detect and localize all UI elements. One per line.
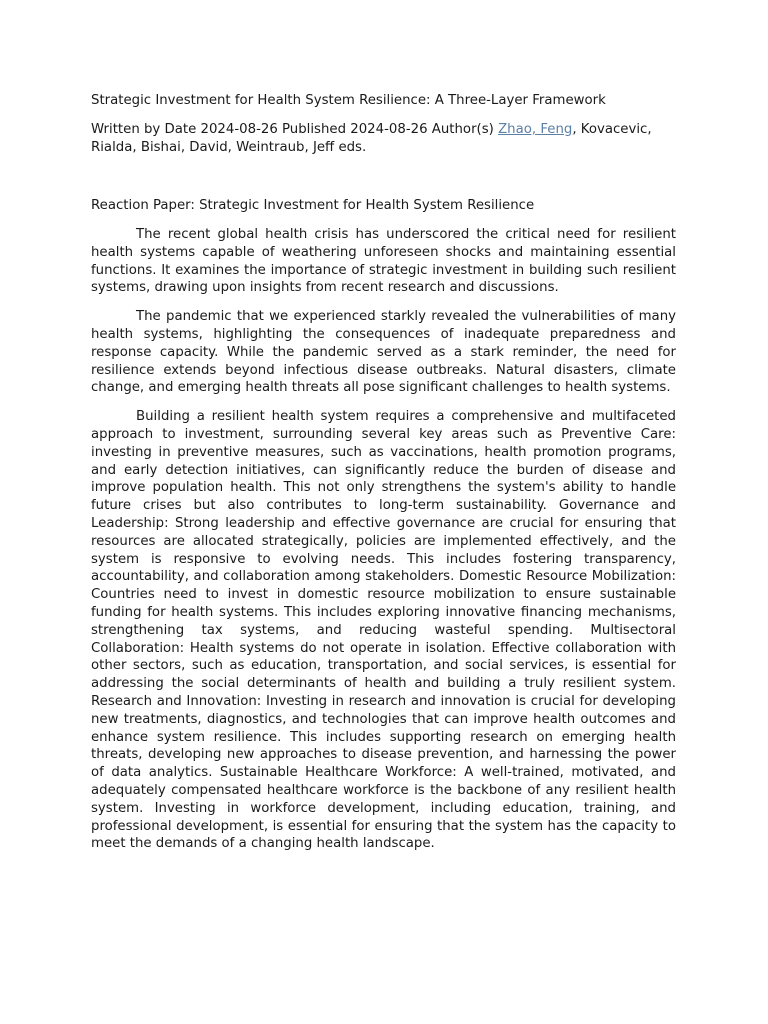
body-paragraph: The recent global health crisis has underscored the critical need for resilient health systems capable of weathering unforeseen shocks and maintaining essential functions. It examines the importance of strategic investment in building such resilient systems, drawing upon insights from recent research and discussions.	[91, 227, 676, 296]
body-paragraph: The pandemic that we experienced starkly revealed the vulnerabilities of many health systems, highlighting the consequences of inadequate preparedness and response capacity. While the pandemic served as a stark reminder, the need for resilience extends beyond infectious disease outbreaks. Natural disasters, climate change, and emerging health threats all pose significant challenges to health systems.	[91, 309, 676, 396]
document-title: Strategic Investment for Health System Resilience: A Three-Layer Framework	[91, 93, 606, 108]
meta-suffix: , Kovacevic, Rialda, Bishai, David, Weintraub, Jeff eds.	[91, 122, 652, 155]
document-meta	[91, 121, 676, 157]
reaction-heading: Reaction Paper: Strategic Investment for Health System Resilience	[91, 198, 535, 213]
document-page	[91, 92, 676, 853]
body-paragraph: Building a resilient health system requires a comprehensive and multifaceted approach to investment, surrounding several key areas such as Preventive Care: investing in preventive measures, such as vaccinations, health promotion programs, and early detection initiatives, can significantly reduce the burden of disease and improve population health. This not only strengthens the system's ability to handle future crises but also contributes to long-term sustainability. Governance and Leadership: Strong leadership and effective governance are crucial for ensuring that resources are allocated strategically, policies are implemented effectively, and the system is responsive to evolving needs. This includes fostering transparency, accountability, and collaboration among stakeholders. Domestic Resource Mobilization: Countries need to invest in domestic resource mobilization to ensure sustainable funding for health systems. This includes exploring innovative financing mechanisms, strengthening tax systems, and reducing wasteful spending. Multisectoral Collaboration: Health systems do not operate in isolation. Effective collaboration with other sectors, such as education, transportation, and social services, is essential for addressing the social determinants of health and building a truly resilient system. Research and Innovation: Investing in research and innovation is crucial for developing new treatments, diagnostics, and technologies that can improve health outcomes and enhance system resilience. This includes supporting research on emerging health threats, developing new approaches to disease prevention, and harnessing the power of data analytics. Sustainable Healthcare Workforce: A well-trained, motivated, and adequately compensated healthcare workforce is the backbone of any resilient health system. Investing in workforce development, including education, training, and professional development, is essential for ensuring that the system has the capacity to meet the demands of a changing health landscape.	[91, 409, 676, 852]
author-link[interactable]: Zhao, Feng	[498, 122, 573, 137]
meta-prefix: Written by Date 2024-08-26 Published 2024-08-26 Author(s)	[91, 122, 499, 137]
